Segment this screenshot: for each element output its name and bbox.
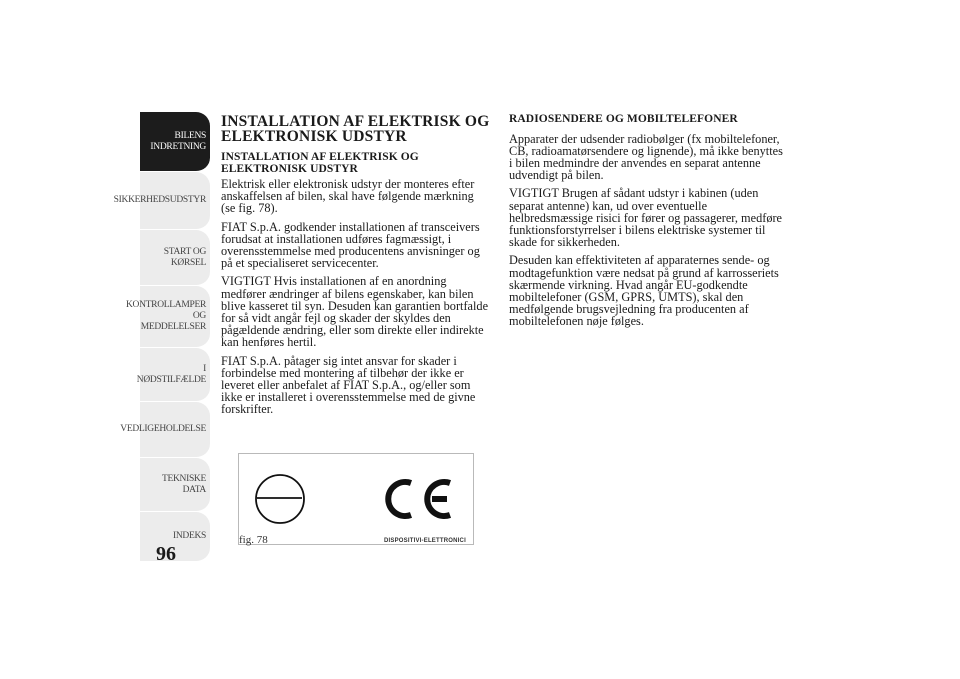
paragraph: Apparater der udsender radiobølger (fx mobiltelefoner, CB, radioamatørsendere og lignende), må ikke benyttes i bilen medmindre der anvendes en separat antenne udvendigt på bilen. [509,131,783,183]
figure-caption: fig. 78 [239,534,268,546]
tab-vedligeholdelse[interactable]: VEDLIGEHOLDELSE [140,402,210,458]
paragraph: VIGTIGT Brugen af sådant udstyr i kabinen (uden separat antenne) kan, ud over eventuelle helbredsmæssige risici for fører og passagerer, medføre funktionsforstyrrelser i bilens elektriske systemer til skade for sikkerheden. [509,186,783,250]
tab-sikkerhedsudstyr[interactable]: SIKKERHEDSUDSTYR [140,172,210,230]
section-heading-installation: INSTALLATION AF ELEKTRISK OG ELEKTRONISK UDSTYR [221,151,419,175]
paragraph: FIAT S.p.A. godkender installationen af transceivers forudsat at installationen udføres fagmæssigt, i overensstemmelse med producentens anvisninger og på et specialiseret servicecenter. [221,219,480,271]
figure-78 [238,453,474,545]
paragraph: Desuden kan effektiviteten af apparaternes sende- og modtagefunktion være nedsat på grund af karrosseriets skærmende virkning. Hvad angår EU-godkendte mobiltelefoner (GSM, GPRS, UMTS), skal den medfølgende brugsvejledning fra producenten af mobiltelefonen nøje følges. [509,253,779,329]
left-column [221,114,491,422]
tab-start-og-korsel[interactable]: START OG KØRSEL [140,230,210,286]
paragraph: VIGTIGT Hvis installationen af en anordning medfører ændringer af bilens egenskaber, kan bilen blive kasseret til syn. Desuden kan garantien bortfalde for så vidt angår fejl og skader der skyldes den pågældende ændring, eller som direkte eller indirekte kan henføres hertil. [221,274,489,350]
figure-code: DISPOSITIVI-ELETTRONICI [384,538,466,544]
page-number: 96 [156,543,176,565]
tab-i-nodstilfaelde[interactable]: I NØDSTILFÆLDE [140,348,210,402]
tab-tekniske-data[interactable]: TEKNISKE DATA [140,458,210,512]
tab-kontrollamper[interactable]: KONTROLLAMPER OG MEDDELELSER [140,286,210,348]
tab-bilens-indretning[interactable]: BILENS INDRETNING [140,112,210,172]
section-heading-radiosendere: RADIOSENDERE OG MOBILTELEFONER [509,113,738,125]
tab-indeks[interactable]: INDEKS [140,512,210,562]
e-mark-icon [256,475,304,523]
ce-mark-icon [388,482,450,516]
right-column [509,114,784,334]
paragraph: Elektrisk eller elektronisk udstyr der monteres efter anskaffelsen af bilen, skal have følgende mærkning (se fig. 78). [221,177,475,216]
figure-graphic [239,454,473,544]
page-title: INSTALLATION AF ELEKTRISK OG ELEKTRONISK UDSTYR [221,113,490,145]
paragraph: FIAT S.p.A. påtager sig intet ansvar for skader i forbindelse med montering af tilbehør der ikke er leveret eller anbefalet af FIAT S.p.A., og/eller som ikke er installeret i overensstemmelse med de givne forskrifter. [221,353,476,417]
